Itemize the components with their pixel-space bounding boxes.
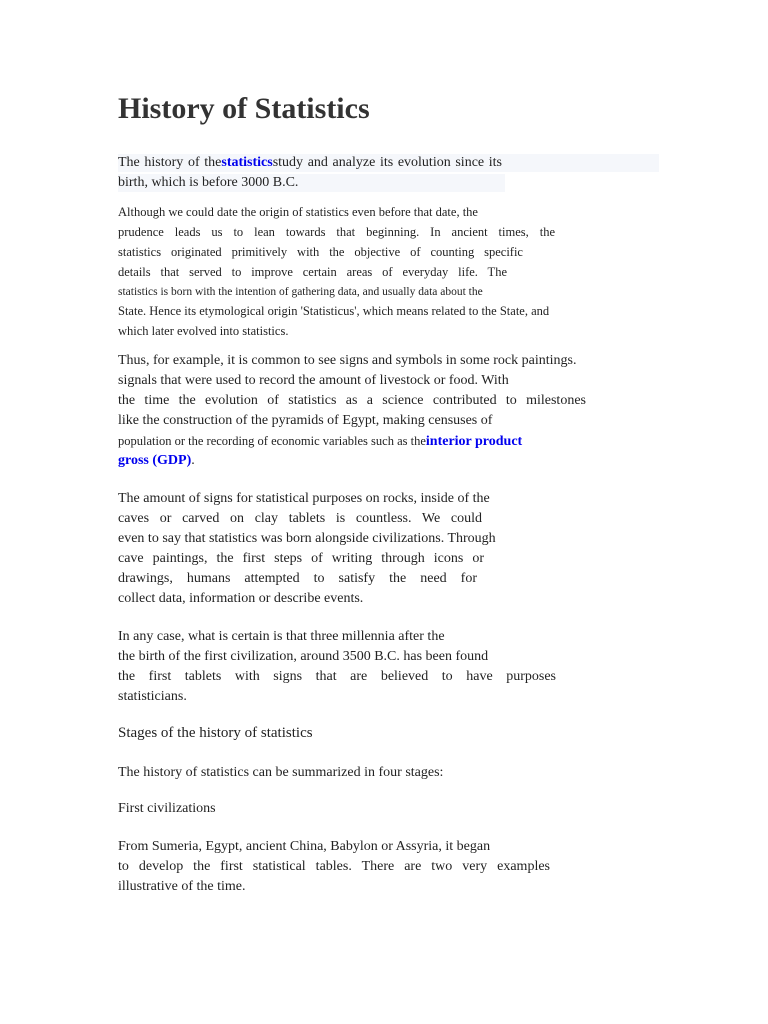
paragraph-line: which later evolved into statistics. bbox=[118, 324, 289, 338]
paragraph-line: cave paintings, the first steps of writing through icons or bbox=[118, 551, 484, 566]
paragraph-line: the time the evolution of statistics as a science contributed to milestones bbox=[118, 393, 586, 408]
paragraph-text: . bbox=[191, 453, 195, 468]
intro-text: The history of the bbox=[118, 155, 222, 170]
paragraph-line: statistics originated primitively with the objective of counting specific bbox=[118, 245, 523, 259]
paragraph-line: to develop the first statistical tables. There are two very examples bbox=[118, 859, 550, 874]
paragraph-line: In any case, what is certain is that three millennia after the bbox=[118, 629, 445, 644]
paragraph-line: The amount of signs for statistical purposes on rocks, inside of the bbox=[118, 491, 490, 506]
gdp-link[interactable]: interior product bbox=[425, 434, 523, 449]
section-heading: First civilizations bbox=[118, 801, 216, 816]
paragraph-line: the first tablets with signs that are believed to have purposes bbox=[118, 669, 556, 684]
paragraph-line: like the construction of the pyramids of Egypt, making censuses of bbox=[118, 413, 493, 428]
intro-text: study and analyze its evolution since its bbox=[272, 155, 502, 170]
paragraph-line: prudence leads us to lean towards that beginning. In ancient times, the bbox=[118, 225, 555, 239]
paragraph-line: The history of statistics can be summarized in four stages: bbox=[118, 765, 444, 780]
section-heading: Stages of the history of statistics bbox=[118, 725, 313, 741]
intro-line bbox=[118, 153, 502, 173]
paragraph-line: signals that were used to record the amount of livestock or food. With bbox=[118, 373, 509, 388]
paragraph-line: collect data, information or describe events. bbox=[118, 591, 364, 606]
paragraph-line: Although we could date the origin of statistics even before that date, the bbox=[118, 205, 478, 219]
paragraph-line: even to say that statistics was born alongside civilizations. Through bbox=[118, 531, 496, 546]
paragraph-line: the birth of the first civilization, around 3500 B.C. has been found bbox=[118, 649, 489, 664]
paragraph-line: State. Hence its etymological origin 'Statisticus', which means related to the State, and bbox=[118, 304, 550, 318]
paragraph-line: illustrative of the time. bbox=[118, 879, 246, 894]
paragraph-line: Thus, for example, it is common to see signs and symbols in some rock paintings. bbox=[118, 353, 577, 368]
statistics-link[interactable]: statistics bbox=[221, 155, 273, 170]
paragraph-line: statistics is born with the intention of gathering data, and usually data about the bbox=[118, 286, 483, 298]
page-title: History of Statistics bbox=[118, 92, 370, 125]
paragraph-text: population or the recording of economic variables such as the bbox=[118, 434, 426, 448]
paragraph-line: details that served to improve certain areas of everyday life. The bbox=[118, 265, 507, 279]
paragraph-line: statisticians. bbox=[118, 689, 187, 704]
intro-line: birth, which is before 3000 B.C. bbox=[118, 175, 299, 190]
paragraph-line bbox=[118, 451, 195, 471]
paragraph-line: drawings, humans attempted to satisfy the need for bbox=[118, 571, 477, 586]
paragraph-line: From Sumeria, Egypt, ancient China, Babylon or Assyria, it began bbox=[118, 839, 491, 854]
paragraph-line: caves or carved on clay tablets is countless. We could bbox=[118, 511, 482, 526]
gdp-link[interactable]: gross (GDP) bbox=[118, 453, 192, 468]
paragraph-line bbox=[118, 431, 522, 452]
